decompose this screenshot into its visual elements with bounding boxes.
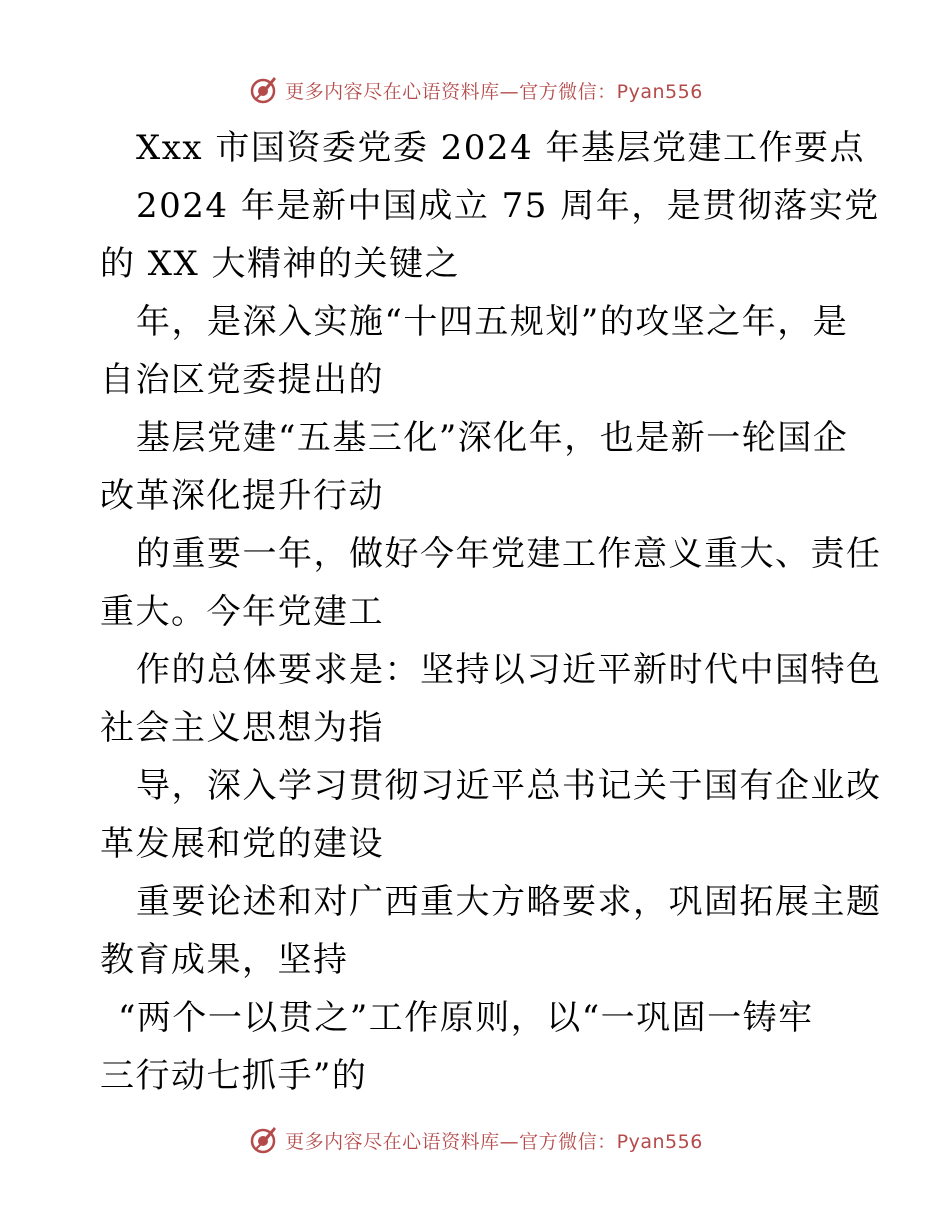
paragraph-line: 重要论述和对广西重大方略要求，巩固拓展主题 xyxy=(136,882,882,922)
watermark-text: 更多内容尽在心语资料库—官方微信：Pyan556 xyxy=(285,80,703,103)
paragraph-line: 改革深化提升行动 xyxy=(100,476,384,516)
paragraph-line: 重大。今年党建工 xyxy=(100,592,384,632)
watermark-header xyxy=(0,74,950,106)
paragraph-line: 2024 年是新中国成立 75 周年，是贯彻落实党 xyxy=(136,186,880,226)
feather-logo-icon xyxy=(247,1124,279,1156)
paragraph-line: 的重要一年，做好今年党建工作意义重大、责任 xyxy=(136,534,882,574)
paragraph-line: 基层党建“五基三化”深化年，也是新一轮国企 xyxy=(136,418,849,458)
paragraph-line: 导，深入学习贯彻习近平总书记关于国有企业改 xyxy=(136,766,882,806)
paragraph-line: “两个一以贯之”工作原则，以“一巩固一铸牢 xyxy=(118,998,814,1038)
paragraph-line: 社会主义思想为指 xyxy=(100,708,384,748)
feather-logo-icon xyxy=(247,74,279,106)
watermark-footer xyxy=(0,1124,950,1156)
paragraph-line: 年，是深入实施“十四五规划”的攻坚之年，是 xyxy=(136,302,849,342)
paragraph-line: 教育成果，坚持 xyxy=(100,940,349,980)
paragraph-line: 三行动七抓手”的 xyxy=(100,1056,368,1096)
paragraph-line: 革发展和党的建设 xyxy=(100,824,384,864)
document-title: Xxx 市国资委党委 2024 年基层党建工作要点 xyxy=(136,128,866,168)
paragraph-line: 作的总体要求是：坚持以习近平新时代中国特色 xyxy=(136,650,882,690)
paragraph-line: 的 XX 大精神的关键之 xyxy=(100,244,461,284)
watermark-text: 更多内容尽在心语资料库—官方微信：Pyan556 xyxy=(285,1130,703,1153)
paragraph-line: 自治区党委提出的 xyxy=(100,360,384,400)
